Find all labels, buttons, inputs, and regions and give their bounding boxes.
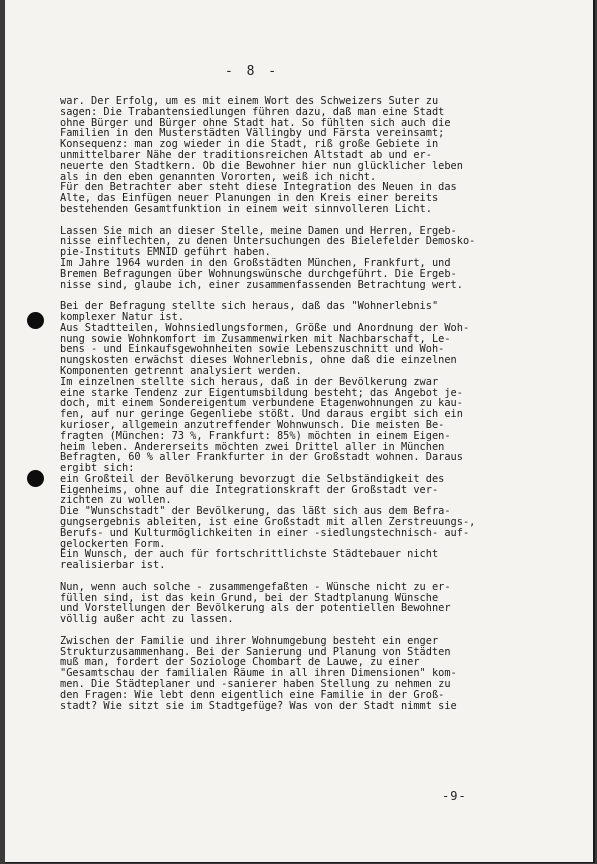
text-line: heim leben. Andererseits möchten zwei Drittel aller in München (60, 440, 445, 453)
paragraph (60, 96, 580, 215)
text-line: zichten zu wollen. (60, 494, 172, 507)
paragraph (60, 582, 580, 625)
text-line: ergibt sich: (60, 462, 135, 475)
text-line: ohne Bürger und Bürger ohne Stadt hat. So fühlten sich auch die (60, 116, 451, 129)
text-line: nisse einflechten, zu denen Untersuchungen des Bielefelder Demosko- (60, 235, 476, 248)
punch-hole-top (27, 312, 44, 329)
text-line: nisse sind, glaube ich, einer zusammenfassenden Betrachtung wert. (60, 278, 463, 291)
text-line: Komponenten getrennt analysiert werden. (60, 364, 302, 377)
text-line: "Gesamtschau der familialen Räume in all ihren Dimensionen" kom- (60, 667, 457, 680)
text-line: Bei der Befragung stellte sich heraus, daß das "Wohnerlebnis" (60, 300, 439, 313)
paragraph (60, 226, 580, 291)
text-line: pie-Instituts EMNID geführt haben. (60, 246, 271, 259)
text-line: sagen: Die Trabantensiedlungen führen dazu, daß man eine Stadt (60, 105, 445, 118)
text-line: Ein Wunsch, der auch für fortschrittlichste Städtebauer nicht (60, 548, 439, 561)
text-line: und Vorstellungen der Bevölkerung als der potentiellen Bewohner (60, 602, 451, 615)
text-line: Für den Betrachter aber steht diese Integration des Neuen in das (60, 181, 457, 194)
text-line: Alte, das Einfügen neuer Planungen in den Kreis einer bereits (60, 192, 439, 205)
document-page (5, 0, 595, 863)
text-line: Berufs- und Kulturmöglichkeiten in einer -siedlungstechnisch- auf- (60, 526, 470, 539)
punch-hole-bottom (27, 470, 44, 487)
text-line: ein Großteil der Bevölkerung bevorzugt die Selbständigkeit des (60, 472, 445, 485)
text-line: Eigenheims, ohne auf die Integrationskraft der Großstadt ver- (60, 483, 439, 496)
text-line: gelockerten Form. (60, 537, 166, 550)
text-line: Im Jahre 1964 wurden in den Großstädten München, Frankfurt, und (60, 256, 451, 269)
page-number-footer: -9- (442, 789, 467, 803)
text-line: kurioser, allgemein anzutreffender Wohnwunsch. Die meisten Be- (60, 418, 445, 431)
text-line: Bremen Befragungen über Wohnungswünsche durchgeführt. Die Ergeb- (60, 267, 457, 280)
text-line: men. Die Städteplaner und -sanierer haben Stellung zu nehmen zu (60, 678, 451, 691)
text-line: Familien in den Musterstädten Vällingby und Färsta vereinsamt; (60, 127, 445, 140)
text-line: realisierbar ist. (60, 559, 166, 572)
text-line: bestehenden Gesamtfunktion in einem weit sinnvolleren Licht. (60, 202, 432, 215)
text-line: Lassen Sie mich an dieser Stelle, meine Damen und Herren, Ergeb- (60, 224, 457, 237)
text-line: Die "Wunschstadt" der Bevölkerung, das läßt sich aus dem Befra- (60, 505, 451, 518)
paragraph (60, 301, 580, 571)
paragraph (60, 636, 580, 712)
text-line: Nun, wenn auch solche - zusammengefaßten - Wünsche nicht zu er- (60, 580, 451, 593)
page-number-header: - 8 - (225, 64, 280, 79)
text-line: komplexer Natur ist. (60, 310, 184, 323)
text-line: nungskosten erwächst dieses Wohnerlebnis, ohne daß die einzelnen (60, 354, 457, 367)
text-line: nung sowie Wohnkomfort im Zusammenwirken mit Nachbarschaft, Le- (60, 332, 451, 345)
text-line: muß man, fordert der Soziologe Chombart de Lauwe, zu einer (60, 656, 420, 669)
text-line: doch, mit einem Sondereigentum verbundene Etagenwohnungen zu kau- (60, 397, 463, 410)
body-text (60, 96, 580, 711)
text-line: gungsergebnis ableiten, ist eine Großstadt mit allen Zerstreuungs-, (60, 516, 476, 529)
text-line: fragten (München: 73 %, Frankfurt: 85%) möchten in einem Eigen- (60, 429, 451, 442)
text-line: fen, auf nur geringe Gegenliebe stößt. Und daraus ergibt sich ein (60, 408, 463, 421)
text-line: füllen sind, ist das kein Grund, bei der Stadtplanung Wünsche (60, 591, 439, 604)
text-line: neuerte den Stadtkern. Ob die Bewohner hier nun glücklicher leben (60, 159, 463, 172)
text-line: Befragten, 60 % aller Frankfurter in der Großstadt wohnen. Daraus (60, 451, 463, 464)
text-line: Zwischen der Familie und ihrer Wohnumgebung besteht ein enger (60, 634, 439, 647)
text-line: unmittelbarer Nähe der traditionsreichen Altstadt ab und er- (60, 148, 432, 161)
text-line: bens - und Einkaufsgewohnheiten sowie Lebenszuschnitt und Woh- (60, 343, 445, 356)
text-line: den Fragen: Wie lebt denn eigentlich eine Familie in der Groß- (60, 688, 445, 701)
text-line: völlig außer acht zu lassen. (60, 613, 234, 626)
text-line: Aus Stadtteilen, Wohnsiedlungsformen, Größe und Anordnung der Woh- (60, 321, 470, 334)
text-line: stadt? Wie sitzt sie im Stadtgefüge? Was von der Stadt nimmt sie (60, 699, 457, 712)
text-line: eine starke Tendenz zur Eigentumsbildung besteht; das Angebot je- (60, 386, 463, 399)
text-line: Strukturzusammenhang. Bei der Sanierung und Planung von Städten (60, 645, 451, 658)
text-line: Im einzelnen stellte sich heraus, daß in der Bevölkerung zwar (60, 375, 439, 388)
text-line: als in den eben genannten Vororten, weiß ich nicht. (60, 170, 377, 183)
text-line: war. Der Erfolg, um es mit einem Wort des Schweizers Suter zu (60, 95, 439, 107)
text-line: Konsequenz: man zog wieder in die Stadt, riß große Gebiete in (60, 138, 439, 151)
